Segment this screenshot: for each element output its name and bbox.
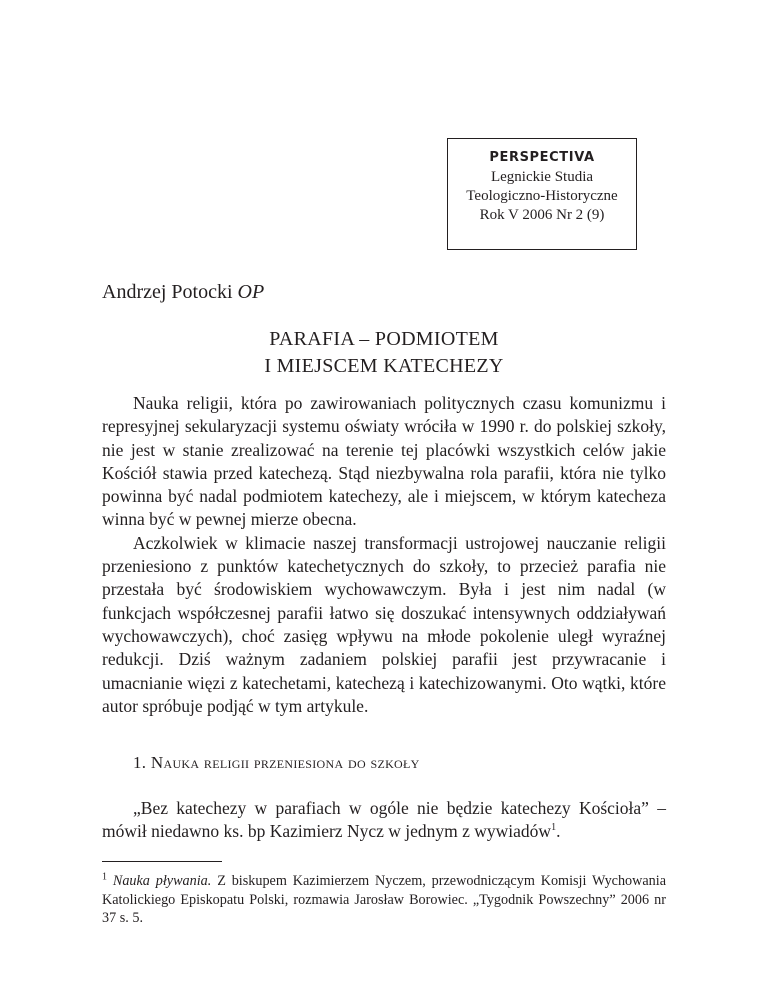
title-line-1: PARAFIA – PODMIOTEM bbox=[269, 328, 499, 350]
article-body bbox=[102, 392, 666, 718]
section-heading: 1. Nauka religii przeniesiona do szkoły bbox=[133, 753, 420, 772]
journal-subtitle-2: Teologiczno-Historyczne bbox=[466, 188, 618, 204]
author-name: Andrzej Potocki bbox=[102, 281, 233, 303]
footnote-ref[interactable]: 1 bbox=[551, 822, 557, 834]
article-title bbox=[102, 326, 666, 380]
paragraph-2: Aczkolwiek w klimacie naszej transformacji ustrojowej nauczanie religii przeniesiono z punktów katechetycznych do szkoły, to przecież parafia nie przestała być środowiskiem wychowawczym. Była i jest nim nadal (w funkcjach współczesnej parafii łatwo się doszukać intensywnych oddziaływań wychowawczych), choć zasięg wpływu na młode pokolenie uległ wyraźnej redukcji. Dziś ważnym zadaniem polskiej parafii jest przywracanie i umacnianie więzi z katechetami, katechezą i katechizowanymi. Oto wątki, które autor spróbuje podjąć w tym artykule. bbox=[102, 532, 666, 716]
paragraph-1: Nauka religii, która po zawirowaniach politycznych czasu komunizmu i represyjnej sekularyzacji systemu oświaty wróciła w 1990 r. do polskiej szkoły, nie jest w stanie zrealizować na terenie tej placówki wszystkich celów jakie Kościół stawia przed katechezą. Stąd niezbywalna rola parafii, która nie tylko powinna być nadal podmiotem katechezy, ale i miejscem, w którym katecheza winna być w pewnej mierze obecna. bbox=[102, 393, 666, 530]
footnote-text: Z biskupem Kazimierzem Nyczem, przewodniczącym Komisji Wychowania Katolickiego Episkopatu Polski, rozmawia Jarosław Borowiec. „Tygodnik Powszechny” 2006 nr 37 s. 5. bbox=[102, 873, 667, 926]
title-line-2: I MIEJSCEM KATECHEZY bbox=[264, 355, 504, 377]
journal-issue: Rok V 2006 Nr 2 (9) bbox=[479, 207, 605, 223]
journal-info-box bbox=[447, 138, 637, 250]
footnote-number: 1 bbox=[102, 871, 107, 883]
quote-end: . bbox=[556, 821, 561, 842]
author-line bbox=[102, 281, 264, 304]
quote-text: „Bez katechezy w parafiach w ogóle nie będzie katechezy Kościoła” – mówił niedawno ks. bp Kazimierz Nycz w jednym z wywiadów bbox=[102, 798, 666, 842]
footnote-title: Nauka pływania. bbox=[112, 873, 212, 889]
author-order: OP bbox=[237, 281, 265, 303]
journal-name: PERSPECTIVA bbox=[489, 150, 595, 165]
footnote bbox=[102, 872, 666, 928]
quote-paragraph bbox=[102, 797, 666, 844]
footnote-divider bbox=[102, 861, 222, 862]
journal-subtitle: Legnickie Studia bbox=[490, 169, 594, 185]
